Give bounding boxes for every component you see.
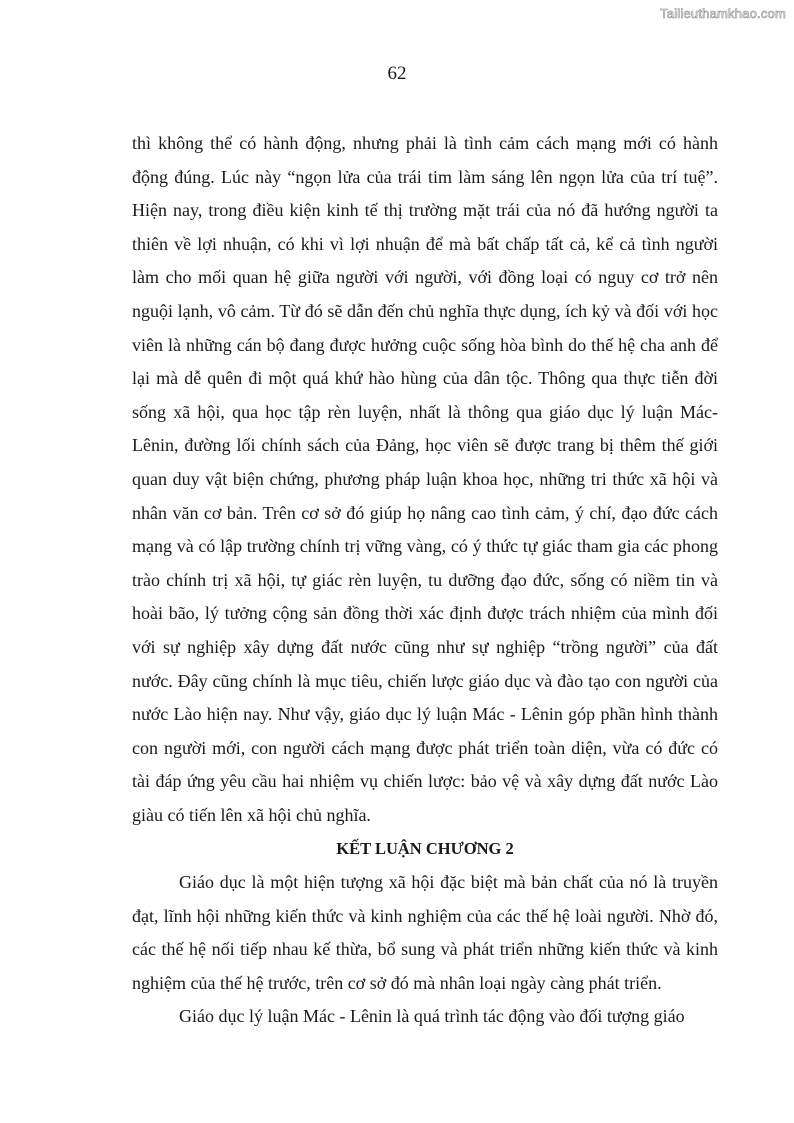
body-paragraph-2: Giáo dục là một hiện tượng xã hội đặc biệt mà bản chất của nó là truyền đạt, lĩnh hội những kiến thức và kinh nghiệm của các thế hệ loài người. Nhờ đó, các thế hệ nối tiếp nhau kế thừa, bổ sung và phát triển những kiến thức và kinh nghiệm của thế hệ trước, trên cơ sở đó mà nhân loại ngày càng phát triển. (132, 872, 718, 993)
body-paragraph-3: Giáo dục lý luận Mác - Lênin là quá trình tác động vào đối tượng giáo (179, 1006, 685, 1027)
document-body (132, 127, 718, 1034)
section-heading: KẾT LUẬN CHƯƠNG 2 (336, 839, 514, 859)
watermark-text: Tailieuthamkhao.com (660, 6, 786, 21)
body-paragraph-1: thì không thể có hành động, nhưng phải là tình cảm cách mạng mới có hành động đúng. Lúc này “ngọn lửa của trái tim làm sáng lên ngọn lửa của trí tuệ”. Hiện nay, trong điều kiện kinh tế thị trường mặt trái của nó đã hướng người ta thiên về lợi nhuận, có khi vì lợi nhuận để mà bất chấp tất cả, kể cả tình người làm cho mối quan hệ giữa người với người, với đồng loại có nguy cơ trở nên nguội lạnh, vô cảm. Từ đó sẽ dẫn đến chủ nghĩa thực dụng, ích kỷ và đối với học viên là những cán bộ đang được hưởng cuộc sống hòa bình do thế hệ cha anh để lại mà dễ quên đi một quá khứ hào hùng của dân tộc. Thông qua thực tiễn đời sống xã hội, qua học tập rèn luyện, nhất là thông qua giáo dục lý luận Mác-Lênin, đường lối chính sách của Đảng, học viên sẽ được trang bị thêm thế giới quan duy vật biện chứng, phương pháp luận khoa học, những tri thức xã hội và nhân văn cơ bản. Trên cơ sở đó giúp họ nâng cao tình cảm, ý chí, đạo đức cách mạng và có lập trường chính trị vững vàng, có ý thức tự giác tham gia các phong trào chính trị xã hội, tự giác rèn luyện, tu dưỡng đạo đức, sống có niềm tin và hoài bão, lý tưởng cộng sản đồng thời xác định được trách nhiệm của mình đối với sự nghiệp xây dựng đất nước cũng như sự nghiệp “trồng người” của đất nước. Đây cũng chính là mục tiêu, chiến lược giáo dục và đào tạo con người của nước Lào hiện nay. Như vậy, giáo dục lý luận Mác - Lênin góp phần hình thành con người mới, con người cách mạng được phát triển toàn diện, vừa có đức có tài đáp ứng yêu cầu hai nhiệm vụ chiến lược: bảo vệ và xây dựng đất nước Lào giàu có tiến lên xã hội chủ nghĩa. (132, 133, 718, 825)
page-number: 62 (387, 63, 407, 84)
